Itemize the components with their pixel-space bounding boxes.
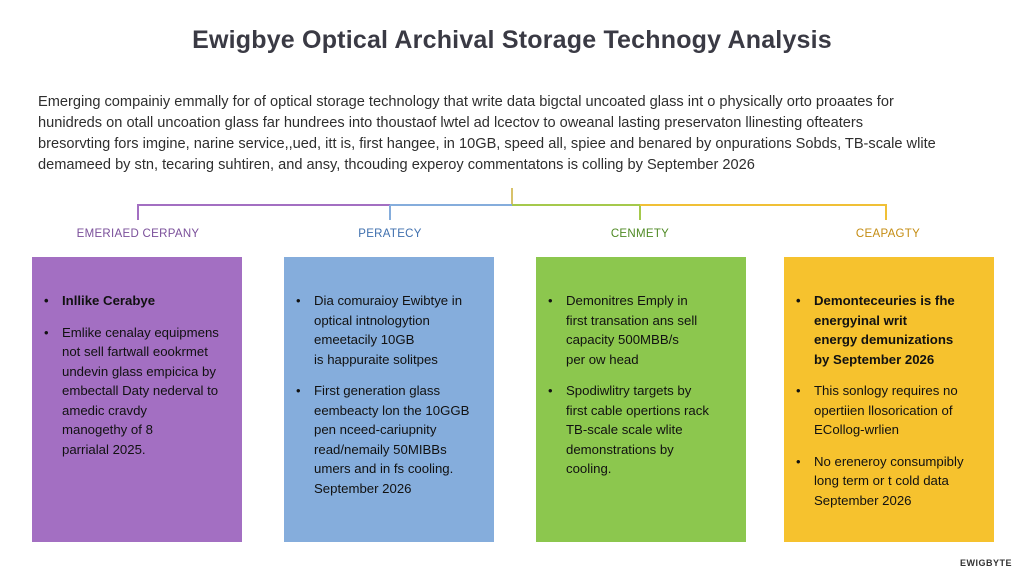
bullet-dot-icon: • [44,324,49,340]
card-chemistry [536,257,746,542]
brand-logo-text: EWIGBYTE [959,558,1012,568]
bullet-text-line: manogethy of 8 [62,422,153,437]
bullet-text-line: undevin glass empicica by [62,363,216,379]
bullet-text-line: emeetacily 10GB [314,332,415,347]
card-bullet [548,381,734,479]
bullet-dot-icon: • [296,383,301,398]
bullet-text-line: eembeacty lon the 10GGB [314,402,470,418]
card-bullet [44,291,230,311]
bullet-text-line: umers and in fs cooling. [314,461,454,476]
bullet-text-line: September 2026 [314,480,412,496]
bullet-text-line: Emlike cenalay equipmens [62,324,219,340]
card-capacity [784,257,994,542]
bullet-text-line: cooling. [566,461,612,476]
bullet-text-line: long term or t cold data [814,473,949,488]
bullet-dot-icon: • [796,293,801,308]
column-label-3: CENMETY [610,228,670,240]
connector-branch-4 [640,205,886,220]
bullet-text-line: opertiien llosorication of [814,402,953,418]
intro-line: demameed by stn, tecaring suhtiren, and ansy, thcouding experoy commentatons is colling by September 2026 [38,157,755,173]
bullet-text-line: ECollog-wrlien [814,422,900,437]
bullet-dot-icon: • [548,293,553,308]
card-bullet [796,381,982,440]
bullet-text-line: first cable opertions rack [566,402,709,418]
card-strategy [284,257,494,542]
bullet-text-line: This sonlogy requires no [814,383,958,398]
column-label-1: EMERIAED CERPANY [76,228,200,240]
card-bullet [296,291,482,369]
intro-line: Emerging compainiy emmally for of optical storage technology that write data bigctal uncoated glass int o physically orto proaates for [38,94,894,110]
bullet-text-line: embectall Daty nederval to [62,383,219,398]
bullet-text-line: by September 2026 [814,351,935,367]
bullet-text-line: Dia comuraioy Ewibtye in [314,293,463,308]
intro-line: bresorvting fors imgine, narine service,,ued, itt is, first hangee, in 10GB, speed all, spiee and benared by onpurations Sobds, TB-scale wlite [38,136,936,152]
bullet-text-line: energy demunizations [814,332,954,347]
connector-lines [0,0,1024,260]
bullet-dot-icon: • [796,383,801,398]
card-bullet [296,381,482,498]
bullet-text-line: demonstrations by [566,441,674,457]
bullet-text-line: not sell fartwall eookrmet [62,344,208,359]
bullet-text-line: September 2026 [814,492,912,508]
bullet-text-line: energyinal writ [814,312,908,328]
bullet-text-line: per ow head [566,351,639,367]
connector-branch-1 [138,205,512,220]
bullet-text-line: parrialal 2025. [62,441,146,457]
bullet-dot-icon: • [796,453,801,469]
bullet-text-line: amedic cravdy [62,402,148,418]
card-bullet [44,323,230,460]
bullet-dot-icon: • [296,293,301,308]
intro-line: hunidreds on otall uncoation glass far hundrees into thoustaof lwtel ad lcectov to oweanal lasting preservaton llinesting ofteaters [38,115,864,131]
page-title: Ewigbye Optical Archival Storage Technogy Analysis [192,26,832,54]
bullet-dot-icon: • [44,293,49,308]
card-bullet [796,452,982,511]
bullet-text-line: capacity 500MBB/s [566,332,679,347]
bullet-text-line: read/nemaily 50MIBBs [314,441,447,457]
bullet-text-line: pen nceed-cariupnity [314,422,437,437]
bullet-text-line: is happuraite solitpes [314,351,438,367]
card-emerging-company [32,257,242,542]
column-label-4: CEAPAGTY [855,228,921,240]
card-bullet [796,291,982,369]
column-label-2: PERATECY [358,228,422,240]
bullet-text-line: Demonitres Emply in [566,293,688,308]
bullet-text-line: Inllike Cerabye [62,293,156,308]
bullet-text-line: first transation ans sell [566,312,698,328]
connector-branch-3 [512,205,640,220]
card-bullet [548,291,734,369]
bullet-text-line: First generation glass [314,383,441,398]
bullet-dot-icon: • [548,383,553,398]
bullet-text-line: Spodiwlitry targets by [566,383,692,398]
bullet-text-line: TB-scale scale wlite [566,422,683,437]
bullet-text-line: optical intnologytion [314,312,430,328]
bullet-text-line: No ereneroy consumpibly [814,453,964,469]
bullet-text-line: Demonteceuries is fhe [814,293,955,308]
